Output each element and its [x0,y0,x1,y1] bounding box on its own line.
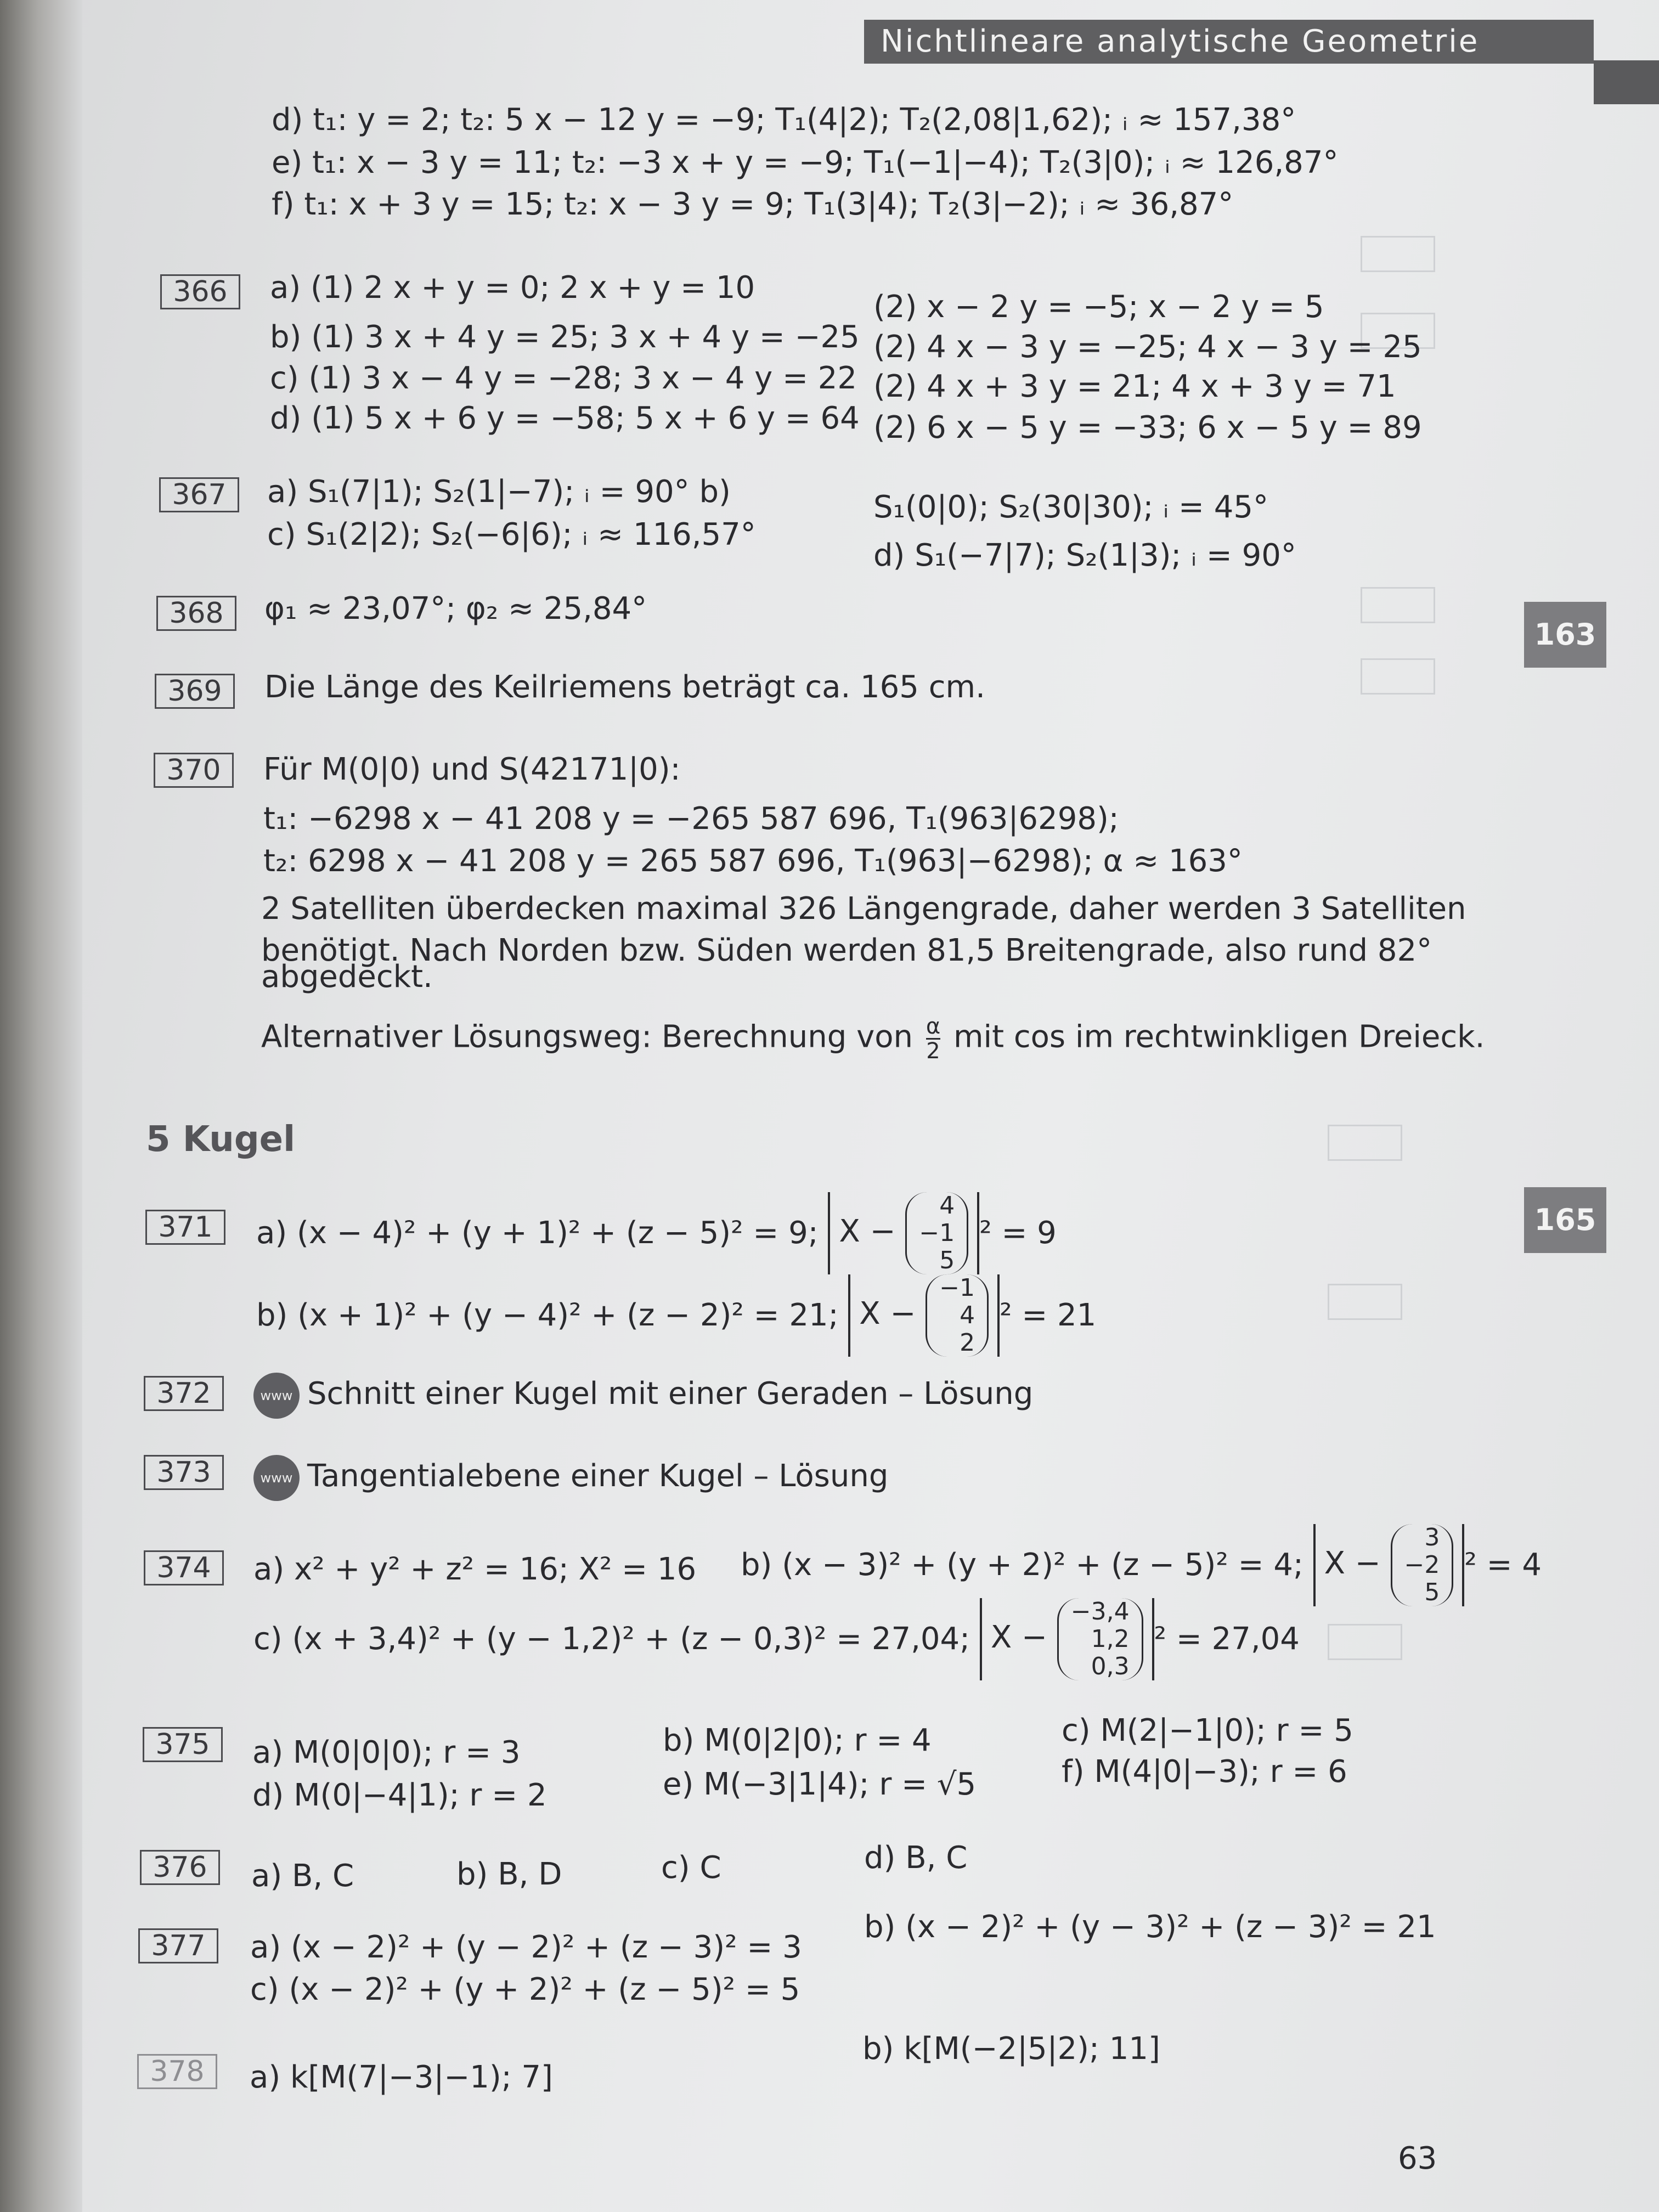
e371-b-text: b) (x + 1)² + (y − 4)² + (z − 2)² = 21; [256,1297,839,1333]
www-badge-icon[interactable]: www [253,1455,300,1501]
e370-line-1: Für M(0|0) und S(42171|0): [263,752,681,787]
line-f: f) t₁: x + 3 y = 15; t₂: x − 3 y = 9; T₁(3|4); T₂(3|−2); ᵢ ≈ 36,87° [272,187,1234,222]
ghost-box [1361,236,1435,272]
vector-1: −3,4 [1070,1597,1130,1626]
exercise-number-367: 367 [159,477,239,512]
e376-a: a) B, C [251,1858,354,1894]
line-e: e) t₁: x − 3 y = 11; t₂: −3 x + y = −9; T₁(−1|−4); T₂(3|0); ᵢ ≈ 126,87° [272,145,1339,180]
exercise-number-377: 377 [138,1928,218,1963]
e374-c-text: c) (x + 3,4)² + (y − 1,2)² + (z − 0,3)² = 27,04; [253,1621,970,1657]
exercise-number-376: 376 [140,1850,220,1885]
e374-a: a) x² + y² + z² = 16; X² = 16 [253,1551,697,1587]
vector-bracket [1313,1524,1465,1606]
ghost-box [1361,587,1435,623]
e370-line-6: abgedeckt. [261,959,433,995]
ghost-box [1328,1624,1402,1660]
e370-alt-before: Alternativer Lösungsweg: Berechnung von [261,1019,923,1055]
exercise-number-368: 368 [156,596,236,631]
e378-b: b) k[M(−2|5|2); 11] [862,2031,1160,2067]
vector [1391,1524,1454,1606]
vector-bracket [848,1274,1000,1357]
vector-1: −1 [939,1273,975,1302]
e378-a: a) k[M(7|−3|−1); 7] [250,2059,553,2095]
vector-1: 3 [1424,1523,1440,1551]
exercise-number-374: 374 [144,1550,224,1585]
exercise-number-375: 375 [143,1727,223,1762]
exercise-number-369: 369 [155,674,235,709]
ghost-box [1328,1284,1402,1320]
e375-c: c) M(2|−1|0); r = 5 [1062,1713,1353,1748]
e371-a-result: ² = 9 [979,1215,1057,1251]
e374-c-result: ² = 27,04 [1154,1621,1300,1657]
e367-left-c: c) S₁(2|2); S₂(−6|6); ᵢ ≈ 116,57° [267,517,756,552]
e370-alternative [261,1015,1485,1063]
e366-right-a: (2) x − 2 y = −5; x − 2 y = 5 [873,289,1324,325]
vector-x: X − [990,1619,1047,1655]
e366-right-b: (2) 4 x − 3 y = −25; 4 x − 3 y = 25 [873,329,1422,365]
exercise-number-373: 373 [144,1455,224,1490]
e377-c: c) (x − 2)² + (y + 2)² + (z − 5)² = 5 [250,1972,800,2007]
e375-d: d) M(0|−4|1); r = 2 [252,1778,547,1813]
vector-3: 2 [960,1328,975,1357]
line-d: d) t₁: y = 2; t₂: 5 x − 12 y = −9; T₁(4|2); T₂(2,08|1,62); ᵢ ≈ 157,38° [272,102,1296,138]
e376-d: d) B, C [864,1840,968,1876]
section-heading: 5 Kugel [146,1119,295,1160]
e377-b: b) (x − 2)² + (y − 3)² + (z − 3)² = 21 [864,1909,1436,1945]
e375-f: f) M(4|0|−3); r = 6 [1062,1754,1347,1790]
exercise-number-372: 372 [144,1376,224,1411]
vector-1: 4 [939,1191,955,1220]
vector [1057,1598,1143,1680]
e370-line-5: benötigt. Nach Norden bzw. Süden werden 81,5 Breitengrade, also rund 82° [261,933,1432,968]
chapter-header: Nichtlineare analytische Geometrie [864,20,1594,64]
e373-row [253,1455,888,1501]
book-binding [0,0,82,2212]
e377-a: a) (x − 2)² + (y − 2)² + (z − 3)² = 3 [250,1929,802,1965]
e366-left-a: a) (1) 2 x + y = 0; 2 x + y = 10 [270,270,755,306]
exercise-number-366: 366 [160,274,240,309]
e367-right-d: d) S₁(−7|7); S₂(1|3); ᵢ = 90° [873,538,1296,573]
e375-a: a) M(0|0|0); r = 3 [252,1735,521,1770]
vector-bracket [828,1192,979,1274]
exercise-number-378: 378 [137,2054,217,2089]
e370-line-3: t₂: 6298 x − 41 208 y = 265 587 696, T₁(963|−6298); α ≈ 163° [263,843,1243,879]
vector-3: 5 [1424,1578,1440,1606]
e372-row [253,1373,1033,1419]
exercise-number-370: 370 [154,753,234,788]
ghost-box [1328,1125,1402,1161]
www-badge-icon[interactable]: www [253,1373,300,1419]
vector-3: 5 [939,1246,955,1274]
vector [926,1274,989,1357]
e370-line-4: 2 Satelliten überdecken maximal 326 Längengrade, daher werden 3 Satelliten [261,891,1466,927]
e367-right-b: S₁(0|0); S₂(30|30); ᵢ = 45° [873,489,1269,525]
e373-link[interactable]: Tangentialebene einer Kugel – Lösung [307,1458,889,1494]
e371-a [256,1188,1057,1278]
e366-left-d: d) (1) 5 x + 6 y = −58; 5 x + 6 y = 64 [270,400,860,436]
vector [905,1192,968,1274]
vector-3: 0,3 [1091,1652,1130,1680]
e376-c: c) C [661,1850,721,1886]
vector-2: 4 [960,1301,975,1329]
e374-b-result: ² = 4 [1464,1547,1542,1583]
e376-b: b) B, D [456,1857,562,1892]
vector-2: −2 [1404,1550,1440,1579]
alpha-half-fraction [926,1015,940,1063]
e370-alt-after: mit cos im rechtwinkligen Dreieck. [944,1019,1485,1055]
e366-left-b: b) (1) 3 x + 4 y = 25; 3 x + 4 y = −25 [270,319,860,355]
e366-right-d: (2) 6 x − 5 y = −33; 6 x − 5 y = 89 [873,410,1422,445]
header-tab [1594,60,1659,104]
e370-line-2: t₁: −6298 x − 41 208 y = −265 587 696, T₁(963|6298); [263,801,1119,837]
ghost-box [1361,658,1435,695]
exercise-number-371: 371 [145,1210,225,1245]
e372-link[interactable]: Schnitt einer Kugel mit einer Geraden – Lösung [307,1376,1034,1412]
side-tab-165: 165 [1524,1187,1606,1253]
page-number: 63 [1398,2141,1437,2176]
e368-text: φ₁ ≈ 23,07°; φ₂ ≈ 25,84° [264,591,647,627]
side-tab-163: 163 [1524,602,1606,668]
e366-left-c: c) (1) 3 x − 4 y = −28; 3 x − 4 y = 22 [270,360,857,396]
e371-b [256,1270,1096,1361]
vector-x: X − [839,1213,896,1249]
vector-bracket [980,1598,1154,1680]
vector-x: X − [1324,1545,1381,1581]
e371-b-result: ² = 21 [1000,1297,1097,1333]
vector-2: −1 [919,1218,955,1247]
e375-e: e) M(−3|1|4); r = √5 [663,1767,977,1802]
e369-text: Die Länge des Keilriemens beträgt ca. 165 cm. [264,669,985,705]
e367-left-a: a) S₁(7|1); S₂(1|−7); ᵢ = 90° b) [267,474,731,510]
vector-2: 1,2 [1091,1624,1130,1653]
vector-x: X − [859,1295,916,1331]
e375-b: b) M(0|2|0); r = 4 [663,1723,932,1758]
e371-a-text: a) (x − 4)² + (y + 1)² + (z − 5)² = 9; [256,1215,819,1251]
e374-b-text: b) (x − 3)² + (y + 2)² + (z − 5)² = 4; [741,1547,1304,1583]
fraction-denominator: 2 [926,1039,940,1064]
e374-c [253,1594,1300,1684]
fraction-numerator: α [926,1014,941,1039]
e366-right-c: (2) 4 x + 3 y = 21; 4 x + 3 y = 71 [873,369,1396,404]
